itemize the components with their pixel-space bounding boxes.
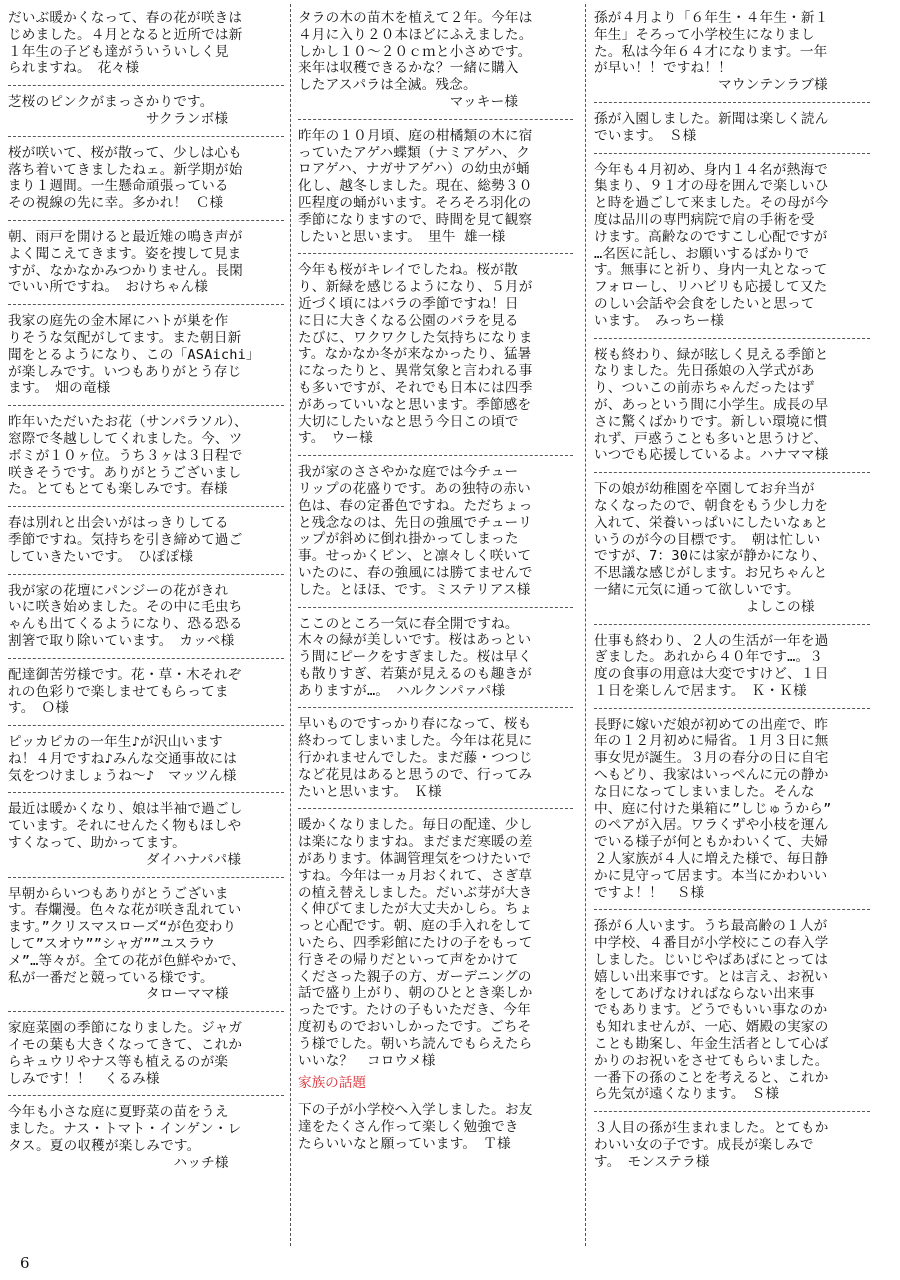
entry-separator: [8, 506, 284, 507]
reader-comment: 我が家のささやかな庭では今チュー リップの花盛りです。あの独特の赤い 色は、春の定番色ですね。ただちょっ と残念なのは、先日の強風でチューリ ップが斜めに倒れ掛かってしまった 事。せっかくピン、と凛々しく咲いて いたのに、春の強風には勝てませんで した。とほほ、です。ミステリアス様: [298, 464, 533, 598]
entry-separator: [8, 1095, 284, 1096]
reader-comment: 早朝からいつもありがとうございま す。春爛漫。色々な花が咲き乱れてい ます。”クリスマスローズ“が色変わり して”スオウ””シャガ””ユスラウ メ”…等々が。全ての花が色鮮やかで、 私が一番だと競っている様です。 タローママ様: [8, 885, 246, 1003]
reader-comment: 配達御苦労様です。花・草・木それぞ れの色彩りで楽しませてもらってま す。 Ｏ様: [8, 666, 242, 717]
reader-comment: 家庭菜園の季節になりました。ジャガ イモの葉も大きくなってきて、これか らキュウリやナス等も植えるのが楽 しみです！！ くるみ様: [8, 1020, 243, 1087]
entry-separator: [8, 220, 284, 221]
reader-comment: 下の子が小学校へ入学しました。お友 達をたくさん作って楽しく勉強でき たらいいなと願っています。 Ｔ様: [298, 1102, 533, 1152]
entry-separator: [298, 455, 573, 456]
entry-separator: [8, 792, 284, 793]
entry-separator: [594, 153, 870, 154]
entry-separator: [594, 472, 870, 473]
reader-comment: 芝桜のピンクがまっさかりです。 サクランボ様: [8, 94, 229, 127]
entry-separator: [298, 253, 573, 254]
entry-separator: [594, 909, 870, 910]
column-2: [298, 10, 573, 1246]
reader-comment: 桜が咲いて、桜が散って、少しは心も 落ち着いてきましたねェ。新学期が始 まり１週間。一生懸命頑張っている その視線の先に幸。多かれ！ Ｃ様: [8, 144, 243, 212]
entry-separator: [8, 1011, 284, 1012]
column-3: [594, 10, 870, 1246]
reader-comment: 早いものですっかり春になって、桜も 終わってしまいました。今年は花見に 行かれませんでした。まだ藤・つつじ など花見はあると思うので、行ってみ たいと思います。 Ｋ様: [298, 716, 533, 800]
reader-comment: 孫が入園しました。新聞は楽しく読ん でいます。 Ｓ様: [594, 110, 829, 144]
entry-separator: [594, 1111, 870, 1112]
reader-comment: ピッカピカの一年生♪が沢山います ね！４月ですね♪みんな交通事故には 気をつけましょうね～♪ マッツん様: [8, 734, 238, 784]
reader-comment: 下の娘が幼稚園を卒園してお弁当が なくなったので、朝食をもう少し力を 入れて、栄養いっぱいにしたいなぁと いうのが今の目標です。 朝は忙しい ですが、7：30には家が静かになり、 不思議な感じがします。お兄ちゃんと 一緒に元気に通って欲しいです。 よしこの様: [594, 481, 829, 615]
entry-separator: [594, 708, 870, 709]
reader-comment: 桜も終わり、緑が眩しく見える季節と なりました。先日孫娘の入学式があ り、ついこの前赤ちゃんだったはず が、あっという間に小学生。成長の早 さに驚くばかりです。新しい環境に慣 れず、戸惑うことも多いと思うけど、 いつでも応援しているよ。ハナママ様: [594, 346, 829, 464]
reader-comment: タラの木の苗木を植えて２年。今年は ４月に入り２０本ほどにふえました。 しかし１０～２０ｃｍと小さめです。 来年は収穫できるかな？一緒に購入 したアスパラは全滅。残念。 マッキー様: [298, 10, 533, 110]
entry-separator: [298, 707, 573, 708]
entry-separator: [8, 405, 284, 406]
column-1: [8, 10, 284, 1246]
reader-comment: ここのところ一気に春全開ですね。 木々の緑が美しいです。桜はあっとい う間にピークをすぎました。桜は早く も散りすぎ、若葉が見えるのも趣きが ありますが…。 ハルクンパァパ様: [298, 615, 532, 699]
entry-separator: [8, 725, 284, 726]
entry-separator: [594, 624, 870, 625]
reader-comment: 我家の庭先の金木犀にハトが巣を作 りそうな気配がしてます。また朝日新 聞をとるようになり、この「ASAichi」 が楽しみです。いつもありがとう存じ ます。 畑の竜様: [8, 313, 260, 397]
reader-comment: 最近は暖かくなり、娘は半袖で過ごし ています。それにせんたく物もほしや すくなって、助かってます。 ダイハナパパ様: [8, 801, 243, 868]
reader-comment: 今年も小さな庭に夏野菜の苗をうえ ました。ナス・トマト・インゲン・レ タス。夏の収穫が楽しみです。 ハッチ様: [8, 1104, 242, 1171]
column-divider: [290, 4, 291, 1246]
reader-comment: 孫が６人います。うち最高齢の１人が 中学校、４番目が小学校にこの春入学 しました。じいじやばあばにとっては 嬉しい出来事です。とは言え、お祝い をしてあげなければならない出来事 でもあります。どうでもいい事なのか も知れませんが、一応、婿殿の実家の ことも勘案し、年金生活者として心ば かりのお祝いをさせてもらいました。 一番下の孫のことを考えると、これか ら先気が遠くなります。 Ｓ様: [594, 918, 829, 1103]
entry-separator: [8, 658, 284, 659]
entry-separator: [8, 85, 284, 86]
entry-separator: [8, 574, 284, 575]
reader-comment: 今年も桜がキレイでしたね。桜が散 り、新緑を感じるようになり、５月が 近づく頃にはバラの季節ですね！日 に日に大きくなる公園のバラを見る たびに、ワクワクした気持ちになりま す。なかなか冬が来なかったり、猛暑 になったりと、異常気象と言われる事 も多いですが、それでも日本には四季 があっていいなと思います。季節感を 大切にしたいなと思う今日この頃で す。 ウー様: [298, 262, 533, 447]
reader-comment: 仕事も終わり、２人の生活が一年を過 ぎました。あれから４０年です…。３ 度の食事の用意は大変ですけど、１日 １日を楽しんで居ます。 Ｋ・Ｋ様: [594, 632, 829, 699]
reader-comment: 昨年いただいたお花（サンパラソル）、 窓際で冬越ししてくれました。今、ツ ボミが１０ヶ位。うち３ヶは３日程で 咲きそうです。ありがとうございまし た。とてもとても楽しみです。春様: [8, 414, 248, 498]
entry-separator: [594, 338, 870, 339]
reader-comment: 我が家の花壇にパンジーの花がきれ いに咲き始めました。その中に毛虫ち ゃんも出てくるようになり、恐る恐る 割箸で取り除いています。 カッペ様: [8, 582, 243, 649]
reader-comment: 今年も４月初め、身内１４名が熱海で 集まり、９１才の母を囲んで楽しいひ と時を過ごして来ました。その母が今 度は品川の専門病院で肩の手術を受 けます。高齢なのですこし心配ですが …名医に託し、お願いするばかりで す。無事にと祈り、身内一丸となって フォローし、リハビリも応援して又た のしい会話や会食をしたいと思って います。 みっちー様: [594, 161, 829, 329]
entry-separator: [298, 607, 573, 608]
reader-comment: ３人目の孫が生まれました。とてもか わいい女の子です。成長が楽しみで す。 モンステラ様: [594, 1120, 829, 1170]
reader-comment: 昨年の１０月頃、庭の柑橘類の木に宿 っていたアゲハ蝶類（ナミアゲハ、ク ロアゲハ、ナガサアゲハ）の幼虫が蛹 化し、越冬しました。現在、総勢３０ 匹程度の蛹がいます。そろそろ羽化の 季節になりますので、時間を見て観察 したいと思います。 里牛 雄一様: [298, 127, 533, 245]
entry-separator: [594, 102, 870, 103]
entry-separator: [8, 136, 284, 137]
entry-separator: [8, 304, 284, 305]
reader-comment: 朝、雨戸を開けると最近雉の鳴き声が よく聞こえてきます。姿を捜して見ま すが、なかなかみつかりません。長閑 でいい所ですね。 おけちゃん様: [8, 228, 244, 296]
entry-separator: [298, 119, 573, 120]
entry-separator: [8, 877, 284, 878]
reader-comment: 春は別れと出会いがはっきりしてる 季節ですね。気持ちを引き締めて過ご していきたいです。 ひぽぽ様: [8, 515, 243, 565]
reader-comment: 孫が４月より「６年生・４年生・新１ 年生」そろって小学校生になりまし た。私は今年６４才になります。一年 が早い！！ですね！！ マウンテンラブ様: [594, 10, 829, 94]
column-divider: [585, 4, 586, 1246]
reader-comment: 暖かくなりました。毎日の配達、少し は楽になりますね。まだまだ寒暖の差 があります。体調管理気をつけたいで すね。今年は一ヵ月おくれて、さぎ草 の植え替えしました。だいぶ芽が大き く伸びてましたが大丈夫かしら。ちょ っと心配です。朝、庭の手入れをして いたら、四季彩館にたけの子をもって 行きその帰りだといって声をかけて くださった親子の方、ガーデニングの 話で盛り上がり、朝のひととき楽しか ったです。たけの子もいただき、今年 度初ものでおいしかったです。ごちそ う様でした。朝いち読んでもらえたら いいな？ コロウメ様: [298, 817, 533, 1069]
entry-separator: [298, 808, 573, 809]
reader-comment: だいぶ暖かくなって、春の花が咲きは じめました。４月となると近所では新 １年生の子ども達がういういしく見 られますね。 花々様: [8, 10, 243, 77]
reader-comment: 長野に嫁いだ娘が初めての出産で、昨 年の１２月初めに帰省。１月３日に無 事女児が誕生。３月の春分の日に自宅 へもどり、我家はいっぺんに元の静か な日になってしまいました。そんな 中、庭に付けた巣箱に”しじゅうから” のペアが入居。ワラくずや小枝を運ん でいる様子が何ともかわいくて、夫婦 ２人家族が４人に増えた様で、毎日静 かに見守って居ます。本当にかわいい ですよ！！ Ｓ様: [594, 716, 832, 901]
section-heading: 家族の話題: [298, 1075, 366, 1092]
page-number: 6: [20, 1254, 30, 1272]
